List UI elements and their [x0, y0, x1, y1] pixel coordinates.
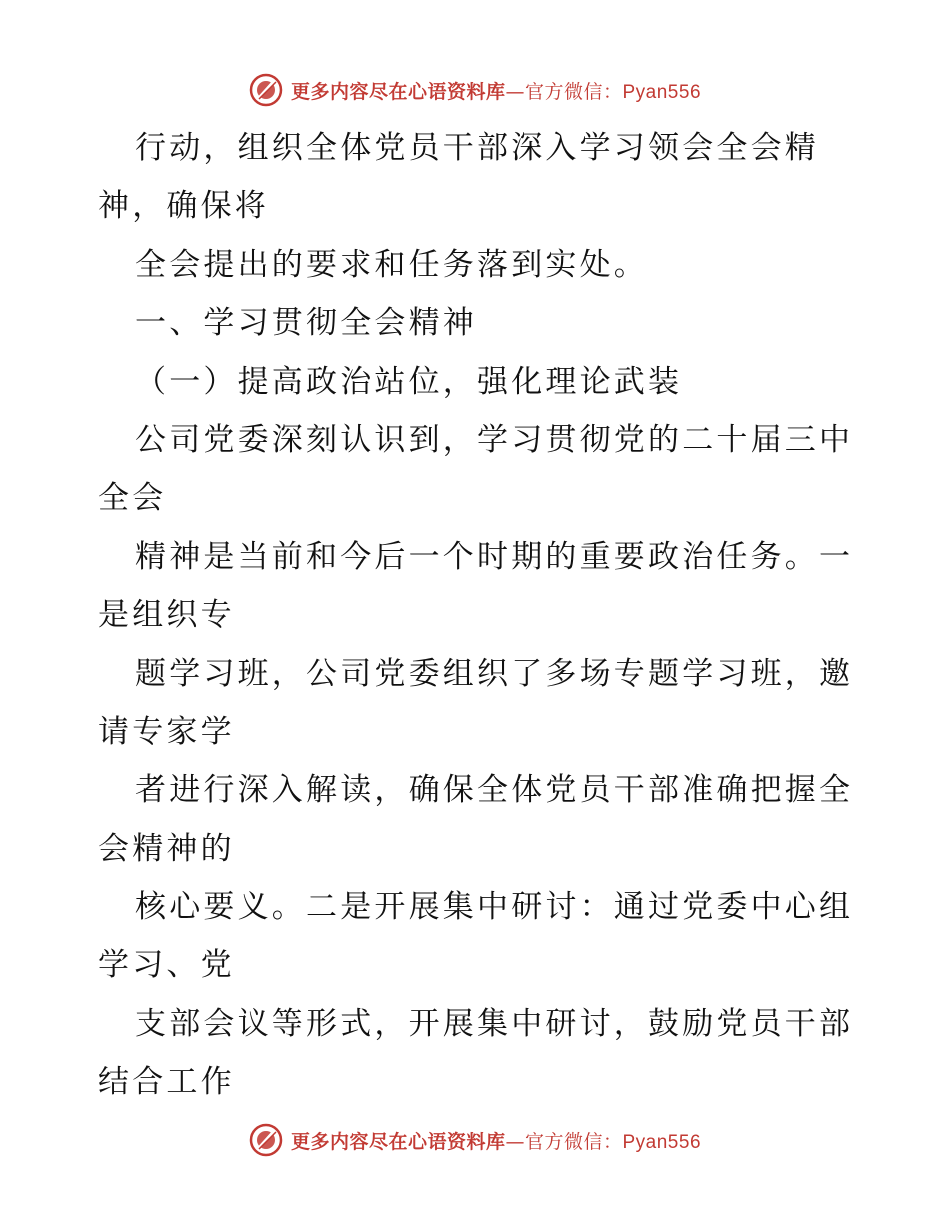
text-line: 结合工作	[98, 1064, 235, 1101]
watermark-wechat-id: Pyan556	[622, 81, 702, 103]
text-line: 是组织专	[98, 597, 235, 634]
watermark-wechat-label: 官方微信：	[524, 1130, 623, 1153]
text-line: 核心要义。二是开展集中研讨：通过党委中心组	[135, 889, 854, 926]
watermark-site: 更多内容尽在心语资料库	[290, 1130, 506, 1153]
text-line: 一、学习贯彻全会精神	[135, 305, 477, 342]
text-line: 全会提出的要求和任务落到实处。	[135, 246, 648, 283]
header-watermark	[0, 70, 950, 110]
watermark-text	[291, 1127, 701, 1154]
text-line: 学习、党	[98, 947, 235, 984]
logo-icon	[249, 73, 283, 107]
text-line: 请专家学	[98, 713, 235, 750]
text-line: （一）提高政治站位，强化理论武装	[135, 363, 683, 400]
text-line: 神，确保将	[98, 188, 269, 225]
watermark-wechat-label: 官方微信：	[524, 80, 623, 103]
text-line: 公司党委深刻认识到，学习贯彻党的二十届三中	[135, 421, 854, 458]
text-line: 支部会议等形式，开展集中研讨，鼓励党员干部	[135, 1005, 854, 1042]
watermark-separator: —	[505, 1130, 525, 1153]
watermark-wechat-id: Pyan556	[622, 1131, 702, 1153]
logo-icon	[249, 1123, 283, 1157]
text-line: 行动，组织全体党员干部深入学习领会全会精	[135, 130, 819, 166]
footer-watermark	[0, 1120, 950, 1160]
text-line: 精神是当前和今后一个时期的重要政治任务。一	[135, 538, 854, 575]
watermark-text	[291, 77, 701, 104]
text-line: 者进行深入解读，确保全体党员干部准确把握全	[135, 772, 854, 809]
watermark-site: 更多内容尽在心语资料库	[290, 80, 506, 103]
text-line: 题学习班，公司党委组织了多场专题学习班，邀	[135, 655, 854, 692]
text-line: 会精神的	[98, 830, 235, 867]
text-line: 全会	[98, 480, 167, 517]
document-body	[98, 119, 858, 1112]
watermark-separator: —	[505, 80, 525, 103]
